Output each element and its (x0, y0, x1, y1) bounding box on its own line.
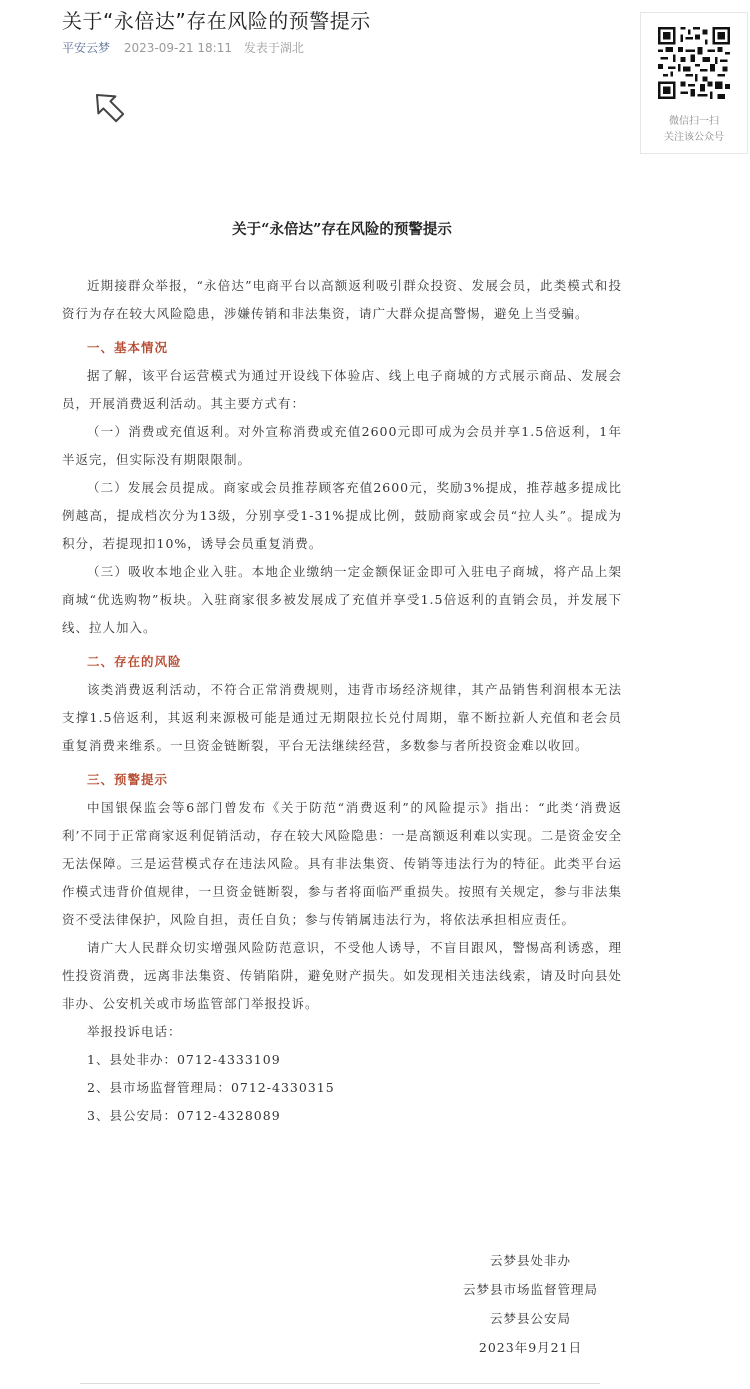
contact-line: 3、县公安局：0712-4328089 (87, 1108, 281, 1123)
section3-paragraph: 请广大人民群众切实增强风险防范意识，不受他人诱导，不盲目跟风，警惕高利诱惑，理性投资消费，远离非法集资、传销陷阱，避免财产损失。如发现相关违法线索，请及时向县处非办、公安机关或市场监管部门举报投诉。 (62, 940, 622, 1011)
contact-line: 2、县市场监督管理局：0712-4330315 (87, 1080, 335, 1095)
publish-location: 发表于湖北 (243, 41, 304, 55)
signature-date: 2023年9月21日 (478, 1340, 583, 1355)
qr-caption-scan: 微信扫一扫 (669, 116, 719, 127)
intro-paragraph: 近期接群众举报，“永倍达”电商平台以高额返利吸引群众投资、发展会员，此类模式和投资行为存在较大风险隐患，涉嫌传销和非法集资，请广大群众提高警惕，避免上当受骗。 (62, 278, 622, 321)
section1-paragraph: 据了解，该平台运营模式为通过开设线下体验店、线上电子商城的方式展示商品、发展会员，开展消费返利活动。其主要方式有： (62, 368, 622, 411)
signature-block (463, 1246, 598, 1362)
section-heading-risk: 二、存在的风险 (87, 654, 182, 669)
qr-code-panel (640, 12, 748, 154)
signature-org: 云梦县处非办 (489, 1253, 571, 1268)
qr-caption-follow: 关注该公众号 (664, 132, 724, 143)
section3-paragraph: 中国银保监会等6部门曾发布《关于防范“消费返利”的风险提示》指出：“此类‘消费返利’不同于正常商家返利促销活动，存在较大风险隐患：一是高额返利难以实现。二是资金安全无法保障。三是运营模式存在违法风险。具有非法集资、传销等违法行为的特征。此类平台运作模式违背价值规律，一旦资金链断裂，参与者将面临严重损失。按照有关规定，参与非法集资不受法律保护，风险自担，责任自负；参与传销属违法行为，将依法承担相应责任。 (62, 800, 622, 927)
section1-paragraph: （一）消费或充值返利。对外宣称消费或充值2600元即可成为会员并享1.5倍返利，1年半返完，但实际没有期限限制。 (62, 424, 622, 467)
section-heading-basic: 一、基本情况 (87, 340, 169, 355)
signature-org: 云梦县市场监督管理局 (462, 1282, 598, 1297)
publish-time: 2023-09-21 18:11 (123, 41, 232, 55)
document-title: 关于“永倍达”存在风险的预警提示 (232, 221, 452, 238)
qr-code-icon[interactable] (658, 27, 730, 99)
bottom-divider (80, 1383, 600, 1384)
mouse-pointer-icon (90, 88, 128, 126)
section-heading-warning: 三、预警提示 (87, 772, 169, 787)
contacts-label: 举报投诉电话： (87, 1024, 182, 1039)
contact-line: 1、县处非办：0712-4333109 (87, 1052, 281, 1067)
section2-paragraph: 该类消费返利活动，不符合正常消费规则，违背市场经济规律，其产品销售利润根本无法支撑1.5倍返利，其返利来源极可能是通过无期限拉长兑付周期，靠不断拉新人充值和老会员重复消费来维系。一旦资金链断裂，平台无法继续经营，多数参与者所投资金难以收回。 (62, 682, 622, 753)
article-header-title: 关于“永倍达”存在风险的预警提示 (62, 9, 371, 33)
article-meta (62, 39, 304, 56)
signature-org: 云梦县公安局 (489, 1311, 571, 1326)
section1-paragraph: （二）发展会员提成。商家或会员推荐顾客充值2600元，奖励3%提成，推荐越多提成比例越高，提成档次分为13级，分别享受1-31%提成比例，鼓励商家或会员“拉人头”。提成为积分，若提现扣10%，诱导会员重复消费。 (62, 480, 622, 551)
account-name-link[interactable]: 平安云梦 (62, 41, 111, 55)
article-body (62, 200, 622, 1130)
section1-paragraph: （三）吸收本地企业入驻。本地企业缴纳一定金额保证金即可入驻电子商城，将产品上架商城“优选购物”板块。入驻商家很多被发展成了充值并享受1.5倍返利的直销会员，并发展下线、拉人加入。 (62, 564, 622, 635)
